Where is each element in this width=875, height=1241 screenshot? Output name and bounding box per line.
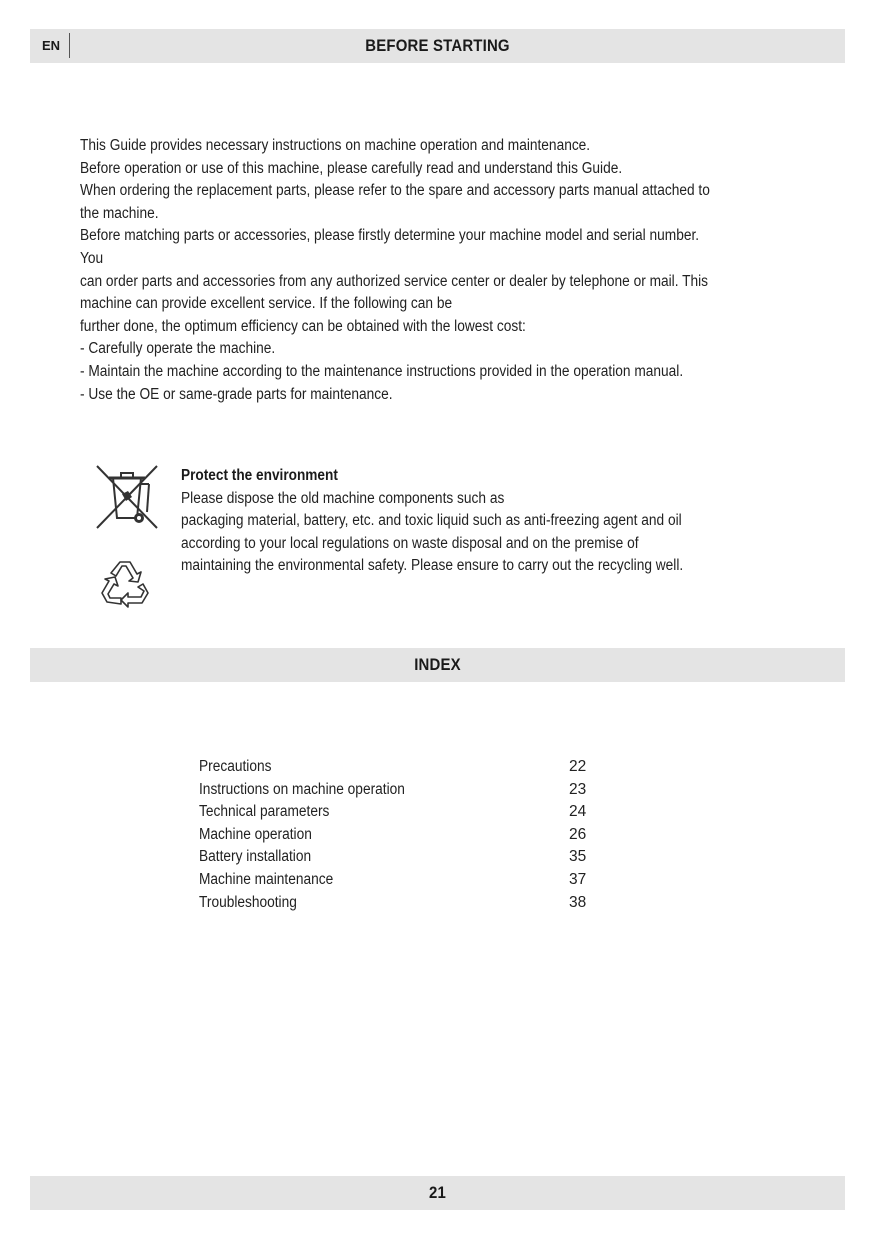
intro-line: - Use the OE or same-grade parts for maintenance. xyxy=(80,385,393,403)
environment-line: maintaining the environmental safety. Please ensure to carry out the recycling well. xyxy=(181,557,684,575)
page-number: 21 xyxy=(429,1183,446,1202)
toc-entry-label: Troubleshooting xyxy=(199,893,297,911)
environment-line: Please dispose the old machine components such as xyxy=(181,489,505,507)
intro-line: further done, the optimum efficiency can be obtained with the lowest cost: xyxy=(80,317,526,335)
environment-icons xyxy=(93,460,163,610)
toc-entry-page: 38 xyxy=(569,893,587,911)
toc-entry-label: Precautions xyxy=(199,758,272,775)
toc-entry-label: Instructions on machine operation xyxy=(199,780,405,798)
toc-entry-label: Machine operation xyxy=(199,825,312,843)
toc-row[interactable] xyxy=(199,801,599,824)
footer-bar xyxy=(30,1176,845,1210)
toc-entry-page: 23 xyxy=(569,780,587,798)
header-divider xyxy=(69,33,70,58)
intro-line: Before matching parts or accessories, please firstly determine your machine model and serial number. You xyxy=(80,227,700,267)
recycling-icon xyxy=(93,554,163,614)
language-label: EN xyxy=(42,38,61,53)
toc-entry-page: 37 xyxy=(569,870,587,888)
intro-line: - Maintain the machine according to the maintenance instructions provided in the operation manual. xyxy=(80,362,684,380)
environment-line: packaging material, battery, etc. and toxic liquid such as anti-freezing agent and oil xyxy=(181,512,682,530)
toc-entry-page: 26 xyxy=(569,825,587,843)
toc-row[interactable] xyxy=(199,846,599,869)
environment-heading: Protect the environment xyxy=(181,467,338,484)
page-title: BEFORE STARTING xyxy=(365,36,510,55)
toc-row[interactable] xyxy=(199,824,599,847)
toc-row[interactable] xyxy=(199,892,599,915)
toc-entry-page: 24 xyxy=(569,803,587,821)
table-of-contents xyxy=(199,756,599,914)
environment-line: according to your local regulations on waste disposal and on the premise of xyxy=(181,534,639,552)
intro-line: Before operation or use of this machine, please carefully read and understand this Guide. xyxy=(80,159,623,177)
intro-line: When ordering the replacement parts, please refer to the spare and accessory parts manual attached to xyxy=(80,182,710,200)
toc-entry-label: Technical parameters xyxy=(199,803,330,821)
index-title: INDEX xyxy=(414,655,461,674)
intro-line: the machine. xyxy=(80,204,159,222)
index-bar xyxy=(30,648,845,682)
header-bar xyxy=(30,29,845,63)
intro-line: can order parts and accessories from any authorized service center or dealer by telephone or mail. This xyxy=(80,272,709,290)
toc-row[interactable] xyxy=(199,869,599,892)
toc-row[interactable] xyxy=(199,756,599,779)
toc-row[interactable] xyxy=(199,779,599,802)
toc-entry-page: 35 xyxy=(569,848,587,866)
intro-line: machine can provide excellent service. If the following can be xyxy=(80,295,453,313)
environment-notice xyxy=(181,465,801,578)
toc-entry-page: 22 xyxy=(569,758,587,775)
intro-text xyxy=(80,135,800,406)
intro-line: This Guide provides necessary instructions on machine operation and maintenance. xyxy=(80,137,591,154)
intro-line: - Carefully operate the machine. xyxy=(80,340,276,358)
toc-entry-label: Battery installation xyxy=(199,848,312,866)
toc-entry-label: Machine maintenance xyxy=(199,870,334,888)
